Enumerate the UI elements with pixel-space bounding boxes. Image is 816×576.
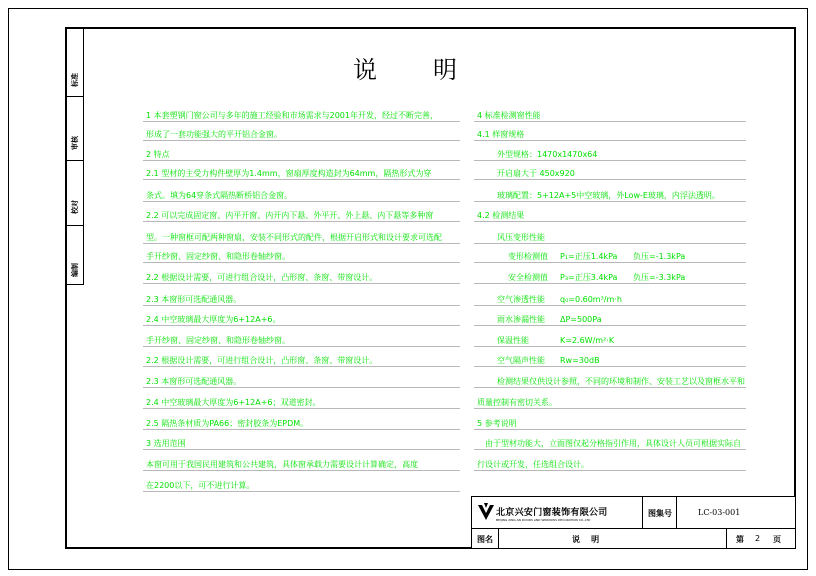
underline (143, 201, 460, 202)
title-block (471, 496, 796, 549)
text-line: 2.1 型材的主受力构件壁厚为1.4mm，窗扇厚度构造封为64mm，隔热形式为穿 (146, 169, 432, 178)
underline (474, 346, 746, 347)
text-line: 2.2 根据设计需要，可进行组合设计，凸形窗、条窗、带窗设计。 (146, 273, 378, 282)
drawing-name-label: 图名 (477, 535, 493, 544)
underline (474, 408, 746, 409)
binding-label-standard: 标准 (66, 64, 83, 97)
title-block-divider (472, 528, 795, 529)
section-4-2-heading: 4.2 检测结果 (477, 211, 525, 220)
deform-label: 变形检测值 (508, 252, 548, 261)
underline (143, 305, 460, 306)
underline (474, 305, 746, 306)
underline (474, 221, 746, 222)
reference-line: 由于型材功能大，立面图仅起分格指引作用，具体设计人员可根据实际自 (485, 439, 741, 448)
section-4-1-heading: 4.1 样窗规格 (477, 130, 525, 139)
text-line: 1 本套塑钢门窗公司与多年的施工经验和市场需求与2001年开发，经过不断完善， (146, 111, 438, 120)
text-line: 2.2 根据设计需要，可进行组合设计，凸形窗、条窗、带窗设计。 (146, 356, 378, 365)
title-block-divider (498, 528, 499, 549)
text-line: 2.3 本窗形可选配通风器。 (146, 377, 242, 386)
text-line: 3 选用范围 (146, 439, 186, 448)
sound-value: Rw=30dB (560, 356, 600, 365)
underline (143, 121, 460, 122)
atlas-number: LC-03-001 (698, 508, 741, 517)
title-block-divider (642, 497, 643, 528)
spec-opening-size: 开启扇大于 450x920 (497, 169, 575, 178)
underline (143, 449, 460, 450)
thermal-value: K=2.6W/m²·K (560, 336, 615, 345)
underline (143, 262, 460, 263)
underline (474, 140, 746, 141)
sound-label: 空气隔声性能 (497, 356, 545, 365)
underline (474, 449, 746, 450)
section-4-heading: 4 标准检测窗性能 (477, 111, 541, 120)
note-line: 质量控制有密切关系。 (477, 398, 557, 407)
binding-label-draw: 编制 (70, 262, 79, 277)
underline (474, 325, 746, 326)
safety-label: 安全检测值 (508, 273, 548, 282)
text-line: 在2200以下，可不进行计算。 (146, 481, 255, 490)
text-line: 手开纱窗、固定纱窗、和隐形卷轴纱窗。 (146, 252, 290, 261)
underline (474, 179, 746, 180)
underline (143, 429, 460, 430)
underline (143, 470, 460, 471)
binding-label-check: 校对 (66, 189, 83, 226)
safety-negative: 负压=-3.3kPa (633, 273, 686, 282)
wind-pressure-heading: 风压变形性能 (497, 233, 545, 242)
drawing-name: 说 明 (572, 535, 600, 544)
water-value: ΔP=500Pa (560, 315, 602, 324)
text-line: 本窗可用于我国民用建筑和公共建筑，具体窗承载力需要设计计算确定，高度 (146, 460, 418, 469)
underline (143, 325, 460, 326)
text-line: 2.4 中空玻璃最大厚度为6+12A+6；双道密封。 (146, 398, 321, 407)
underline (474, 121, 746, 122)
text-line: 2.2 可以完成固定窗、内平开窗、内开内下悬、外平开、外上悬、内下悬等多种窗 (146, 211, 434, 220)
underline (143, 346, 460, 347)
section-5-heading: 5 参考说明 (477, 419, 517, 428)
underline (474, 243, 746, 244)
underline (143, 408, 460, 409)
text-line: 手开纱窗、固定纱窗、和隐形卷轴纱窗。 (146, 336, 290, 345)
safety-p3: P₃=正压3.4kPa (560, 273, 618, 282)
underline (474, 387, 746, 388)
title-block-divider (726, 528, 727, 549)
company-logo-icon (478, 503, 494, 521)
underline (143, 140, 460, 141)
underline (474, 470, 746, 471)
text-line: 条式。填为64穿条式隔热断桥铝合金窗。 (146, 191, 293, 200)
title-block-divider (676, 497, 677, 528)
thermal-label: 保温性能 (497, 336, 529, 345)
text-line: 2.4 中空玻璃最大厚度为6+12A+6。 (146, 315, 281, 324)
text-line: 形成了一套功能强大的平开铝合金窗。 (146, 130, 282, 139)
underline (474, 201, 746, 202)
reference-line: 行设计或开发，任选组合设计。 (477, 460, 589, 469)
underline (143, 221, 460, 222)
text-line: 2.5 隔热条材质为PA66；密封胶条为EPDM。 (146, 419, 309, 428)
underline (143, 179, 460, 180)
air-label: 空气渗透性能 (497, 295, 545, 304)
underline (143, 283, 460, 284)
deform-p1: P₁=正压1.4kPa (560, 252, 618, 261)
underline (474, 283, 746, 284)
underline (143, 160, 460, 161)
atlas-number-label: 图集号 (648, 509, 672, 518)
underline (143, 387, 460, 388)
spec-glass: 玻璃配置：5+12A+5中空玻璃，外Low-E玻璃，内浮法透明。 (497, 191, 720, 200)
page-title: 说 明 (353, 56, 463, 84)
underline (474, 366, 746, 367)
text-line: 2 特点 (146, 150, 170, 159)
underline (143, 243, 460, 244)
water-label: 雨水渗漏性能 (497, 315, 545, 324)
page-suffix: 页 (773, 535, 781, 544)
underline (143, 366, 460, 367)
underline (474, 429, 746, 430)
page-number: 2 (755, 534, 761, 543)
note-line: 检测结果仅供设计参照，不同的环境和制作、安装工艺以及窗框水平和 (497, 377, 745, 386)
text-line: 2.3 本窗形可选配通风器。 (146, 295, 242, 304)
binding-label-review: 审核 (66, 125, 83, 161)
text-line: 型。一种窗框可配两种窗扇，安装不同形式的配件，根据开启形式和设计要求可选配 (146, 233, 442, 242)
underline (143, 491, 460, 492)
deform-negative: 负压=-1.3kPa (633, 252, 686, 261)
underline (474, 262, 746, 263)
company-name: 北京兴安门窗装饰有限公司 (496, 508, 608, 518)
air-value: q₀=0.60m³/m·h (560, 295, 622, 304)
underline (474, 160, 746, 161)
page-prefix: 第 (736, 535, 744, 544)
spec-outer-size: 外型规格：1470x1470x64 (497, 150, 598, 159)
company-name-english: BEIJING XING AN DOORS AND WINDOWS DECORATION CO.,LTD (496, 518, 591, 522)
